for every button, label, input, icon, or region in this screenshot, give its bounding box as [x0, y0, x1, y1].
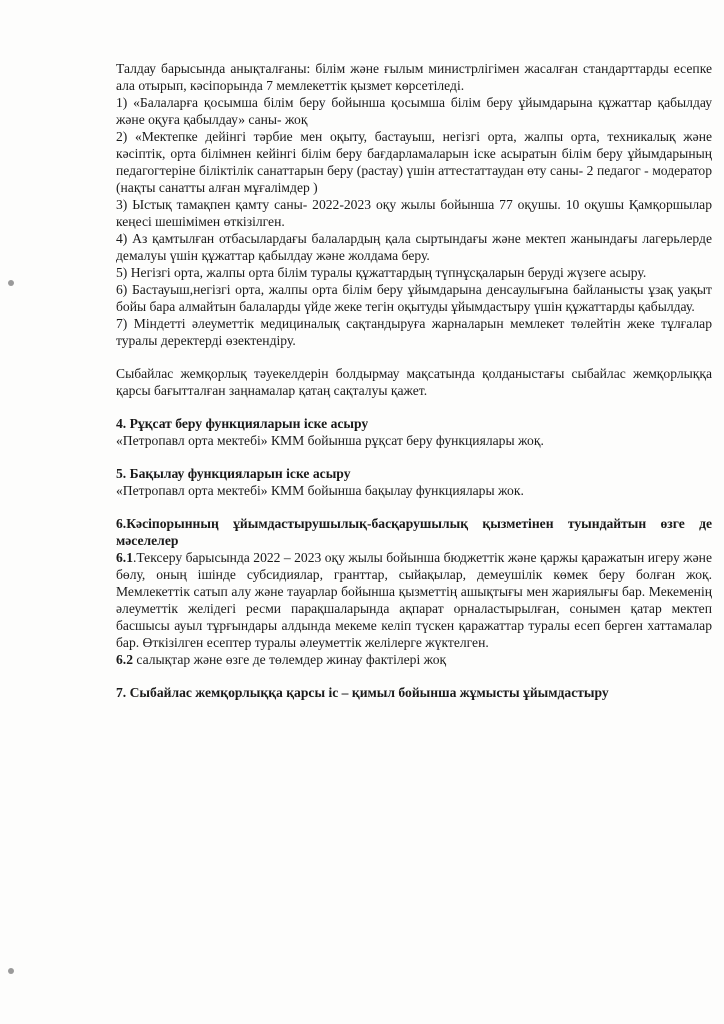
section-6-1-label: 6.1: [116, 550, 133, 565]
section-6-1-text: .Тексеру барысында 2022 – 2023 оқу жылы бойынша бюджеттік және қаржы қаражатын игеру және бөлу, оның ішінде субсидиялар, гранттар, сыйақылар, демеушілік көмек беру болған жоқ. Мемлекеттік сатып алу және тауарлар бойынша қызметтің ашықтығы мен жариялығы бар. Мекеменің әлеуметтік желідегі ресми парақшаларында ақпарат орналастырылған, сонымен қатар мектеп басшысы ауыл тұрғындары алдында мекеме келіп түскен қаражаттар туралы есеп берген хаттамалар бар. Өткізілген есептер туралы әлеуметтік желілерге жүктелген.: [116, 550, 712, 650]
section-5-heading: 5. Бақылау функцияларын іске асыру: [116, 466, 351, 481]
service-item-5: 5) Негізгі орта, жалпы орта білім туралы құжаттардың түпнұсқаларын беруді жүзеге асыру.: [116, 265, 647, 280]
section-4-heading: 4. Рұқсат беру функцияларын іске асыру: [116, 416, 369, 431]
service-item-2: 2) «Мектепке дейінгі тәрбие мен оқыту, бастауыш, негізгі орта, жалпы орта, техникалық және кәсіптік, орта білімнен кейінгі білім беру бағдарламаларын іске асыратын білім беру ұйымдарының педагогтеріне біліктілік санаттарын беру (растау) үшін аттестаттаудан өту саны- 2 педагог - модератор (нақты санатты алған мұғалімдер ): [116, 129, 712, 195]
service-item-7: 7) Міндетті әлеуметтік медициналық сақтандыруға жарналарын мемлекет төлейтін жеке тұлғалар туралы деректерді өзектендіру.: [116, 316, 712, 348]
section-4-text: «Петропавл орта мектебі» КММ бойынша рұқсат беру функциялары жоқ.: [116, 433, 544, 448]
scan-mark: [8, 968, 14, 974]
scan-mark: [8, 280, 14, 286]
section-6-heading: 6.Кәсіпорынның ұйымдастырушылық-басқарушылық қызметінен туындайтын өзге де мәселелер: [116, 516, 712, 548]
service-item-4: 4) Аз қамтылған отбасылардағы балалардың қала сыртындағы және мектеп жанындағы лагерьлерде демалуы үшін құжаттар қабылдау және жолдама беру.: [116, 231, 712, 263]
section-5-text: «Петропавл орта мектебі» КММ бойынша бақылау функциялары жок.: [116, 483, 524, 498]
service-item-3: 3) Ыстық тамақпен қамту саны- 2022-2023 оқу жылы бойынша 77 оқушы. 10 оқушы Қамқоршылар кеңесі шешімімен өткізілген.: [116, 197, 712, 229]
service-item-6: 6) Бастауыш,негізгі орта, жалпы орта білім беру ұйымдарына денсаулығына байланысты ұзақ уақыт бойы бара алмайтын балаларды үйде жеке тегін оқытуды ұйымдастыру үшін құжаттарды қабылдау.: [116, 282, 712, 314]
section-6-2-text: салықтар және өзге де төлемдер жинау фактілері жоқ: [133, 652, 447, 667]
intro-paragraph: Талдау барысында анықталғаны: білім және ғылым министрлігімен жасалған стандарттарды есепке ала отырып, кәсіпорында 7 мемлекеттік қызмет көрсетіледі.: [116, 61, 712, 93]
section-7-heading: 7. Сыбайлас жемқорлыққа қарсы іс – қимыл бойынша жұмысты ұйымдастыру: [116, 685, 609, 700]
section-6-1-paragraph: [116, 549, 712, 651]
anticorruption-paragraph: Сыбайлас жемқорлық тәуекелдерін болдырмау мақсатында қолданыстағы сыбайлас жемқорлыққа қарсы бағытталған заңнамалар қатаң сақталуы қажет.: [116, 366, 712, 398]
document-body: [116, 60, 712, 701]
section-6-2-label: 6.2: [116, 652, 133, 667]
section-6-2-paragraph: [116, 651, 712, 668]
service-item-1: 1) «Балаларға қосымша білім беру бойынша қосымша білім беру ұйымдарына құжаттар қабылдау және оқуға қабылдау» саны- жоқ: [116, 95, 712, 127]
